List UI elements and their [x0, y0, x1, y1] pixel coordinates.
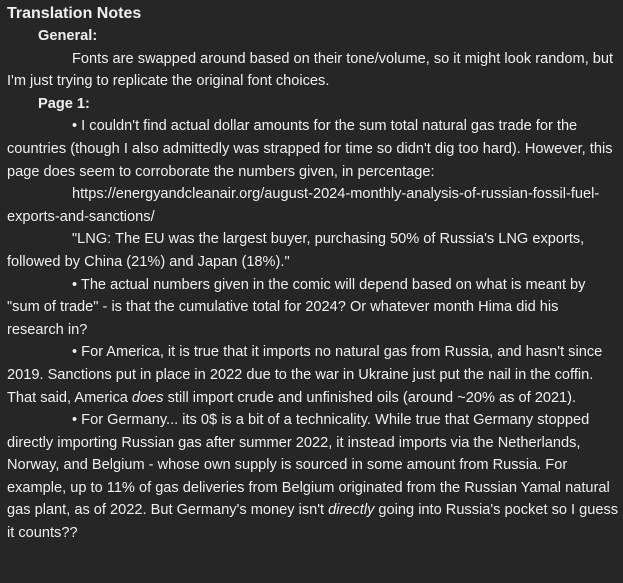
general-paragraph: Fonts are swapped around based on their tone/volume, so it might look random, but I'm just trying to replicate the original font choices.: [7, 50, 614, 90]
document-title: Translation Notes: [7, 5, 142, 22]
note-bullet-dollar-amounts: • I couldn't find actual dollar amounts for the sum total natural gas trade for the countries (though I also admittedly was strapped for time so didn't dig too hard). However, this page does seem to corroborate the numbers given, in percentage:: [7, 118, 613, 180]
source-url: https://energyandcleanair.org/august-2024-monthly-analysis-of-russian-fossil-fuel-exports-and-sanctions/: [7, 186, 600, 225]
america-emphasis: does: [131, 389, 164, 406]
note-bullet-germany: [7, 409, 619, 545]
note-bullet-america: [7, 341, 619, 409]
germany-text-part-2: going into Russia's pocket so I guess it counts??: [7, 502, 619, 542]
germany-text-part-1: • For Germany... its 0$ is a bit of a technicality. While true that Germany stopped directly importing Russian gas after summer 2022, it instead imports via the Netherlands, Norway, and Belgium - whose own supply is sourced in some amount from Russia. For example, up to 11% of gas deliveries from Belgium originated from the Russian Yamal natural gas plant, as of 2022. But Germany's money isn't: [7, 412, 610, 519]
america-text-part-1: • For America, it is true that it imports no natural gas from Russia, and hasn't since 2019. Sanctions put in place in 2022 due to the war in Ukraine just put the nail in the coffin. That said, America: [7, 344, 603, 406]
note-bullet-sum-of-trade: • The actual numbers given in the comic will depend based on what is meant by "sum of trade" - is that the cumulative total for 2024? Or whatever month Hima did his research in?: [7, 276, 586, 338]
germany-emphasis: directly: [328, 502, 375, 519]
section-heading-general: General:: [38, 28, 98, 44]
section-heading-page-1: Page 1:: [38, 95, 90, 112]
source-quote: "LNG: The EU was the largest buyer, purchasing 50% of Russia's LNG exports, followed by China (21%) and Japan (18%).": [7, 231, 585, 270]
america-text-part-2: still import crude and unfinished oils (around ~20% as of 2021).: [163, 389, 577, 406]
